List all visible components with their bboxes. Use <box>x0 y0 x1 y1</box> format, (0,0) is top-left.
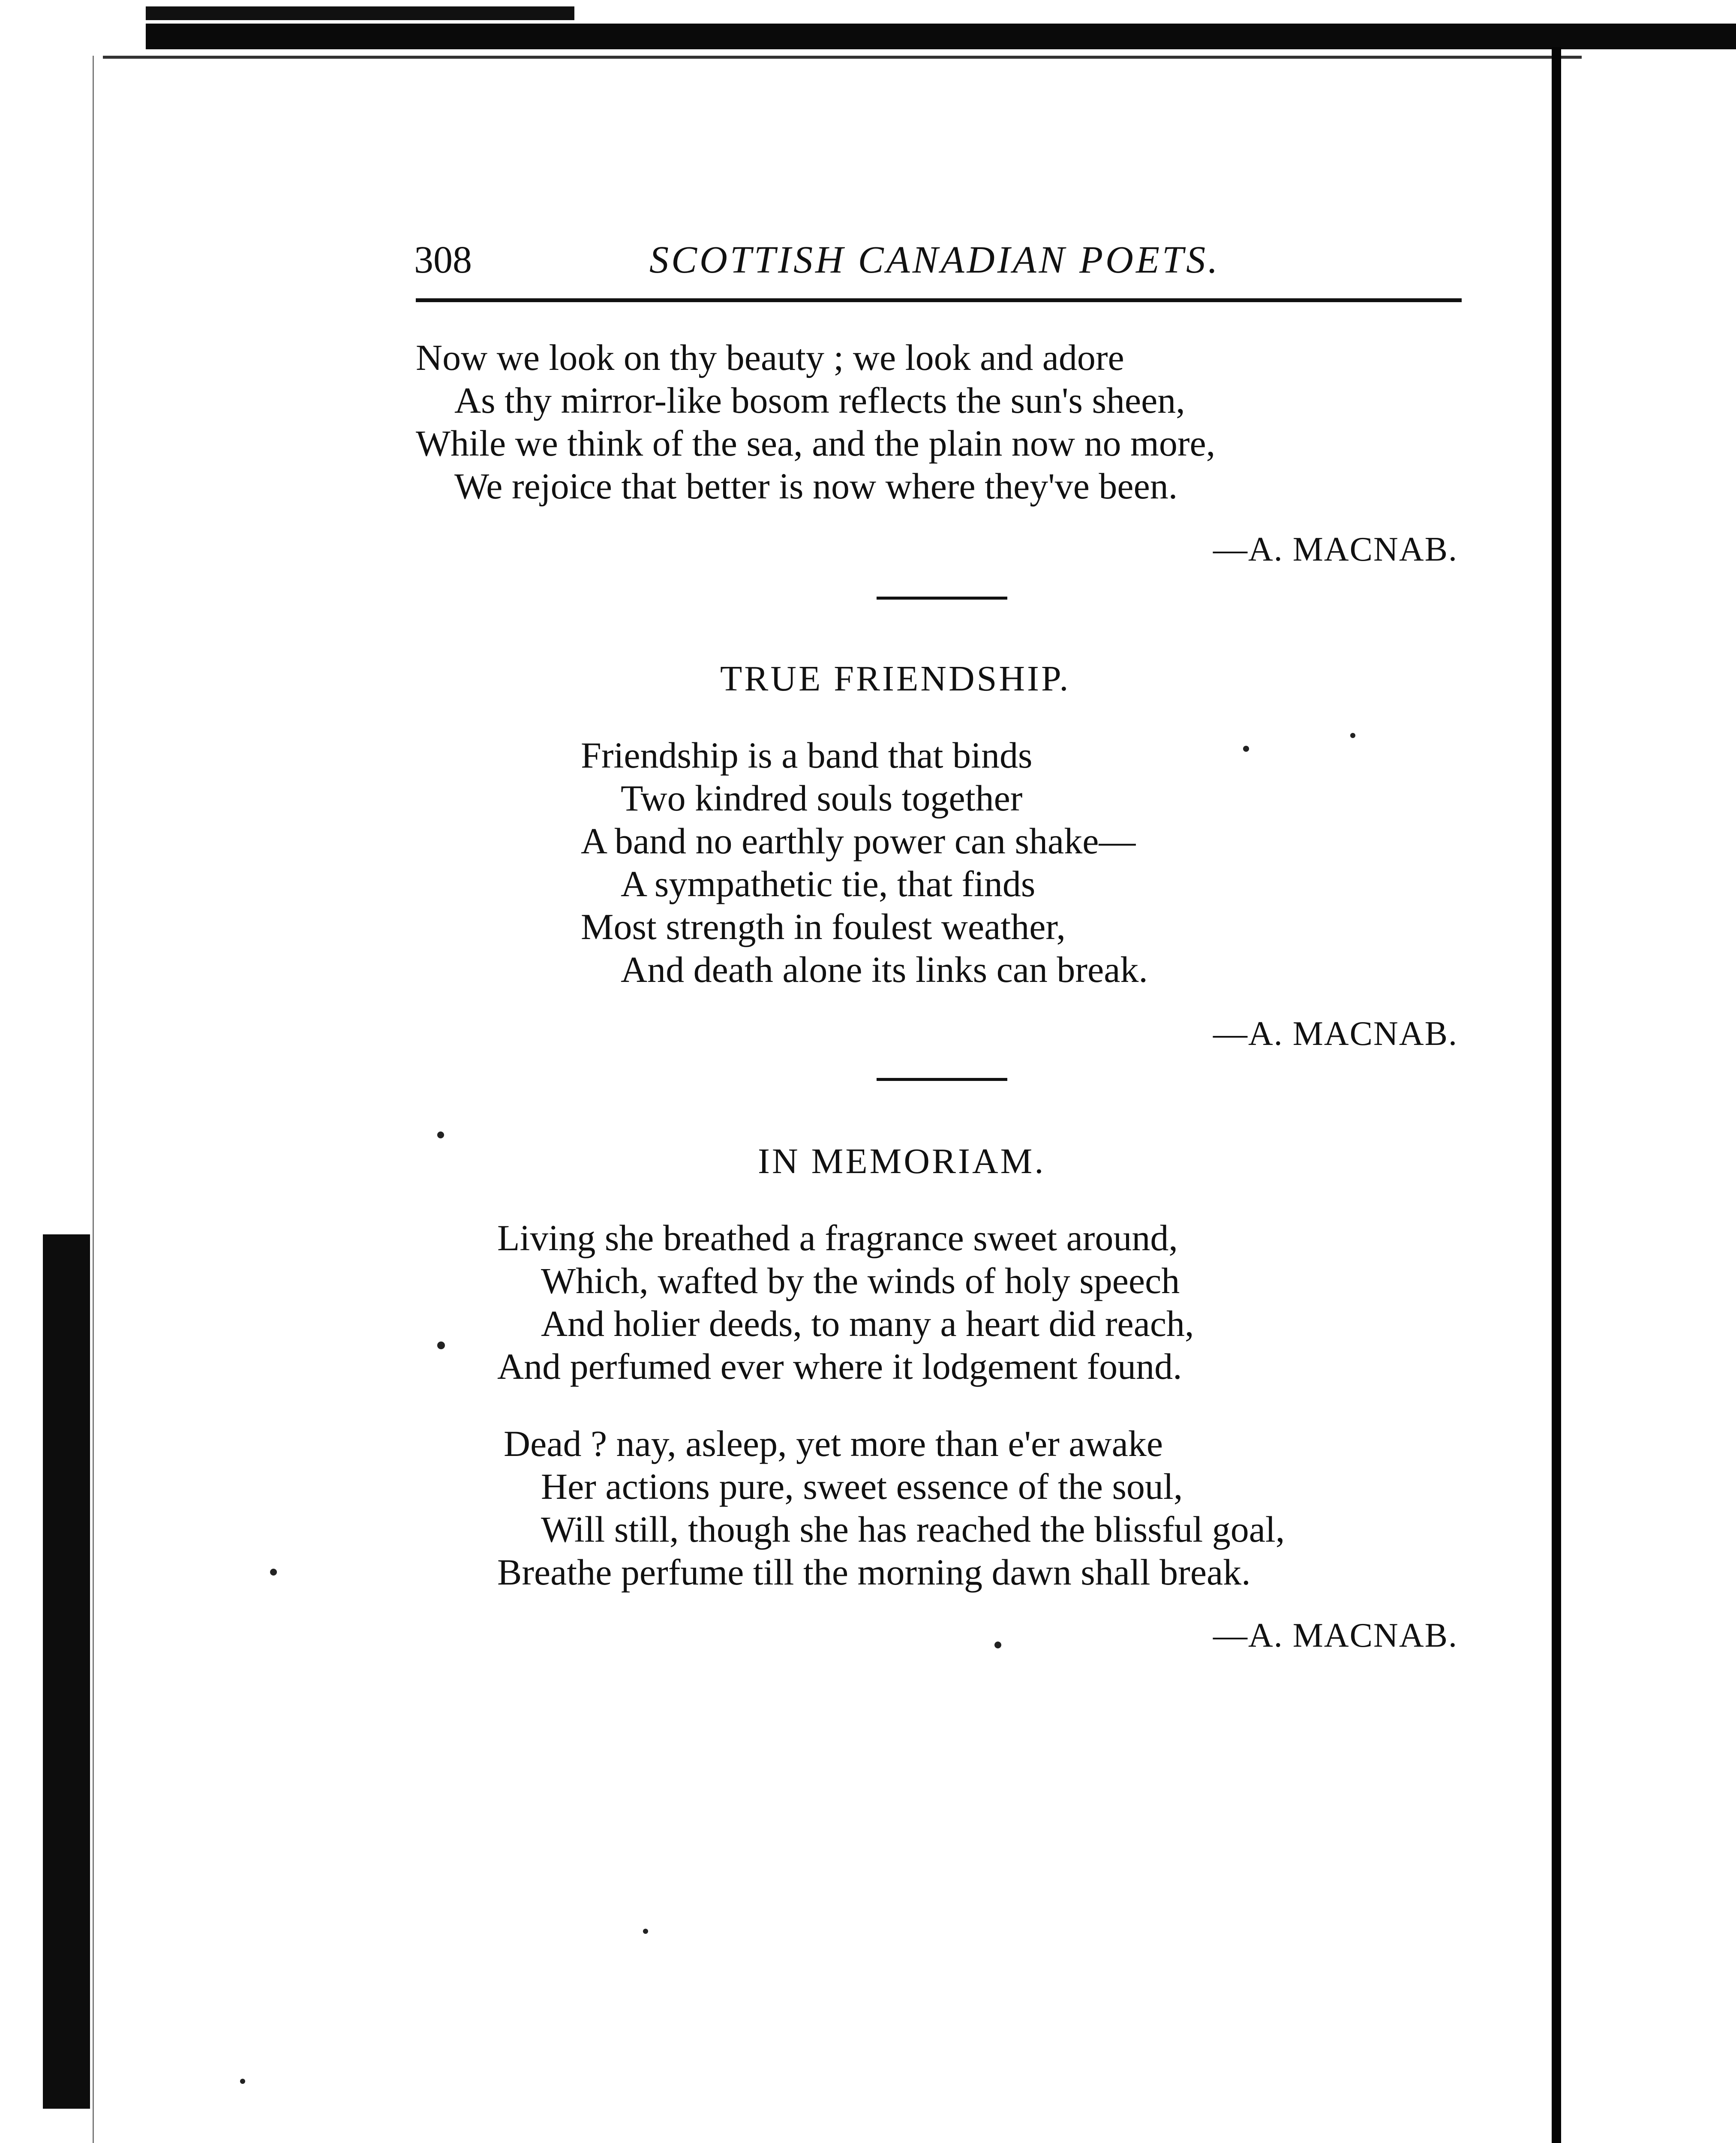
poem-title: TRUE FRIENDSHIP. <box>720 659 1071 699</box>
scan-rule-top <box>103 56 1582 59</box>
speck <box>437 1132 444 1138</box>
scan-edge-right <box>1552 47 1561 2143</box>
poem-attribution: —A. MACNAB. <box>1213 1015 1458 1053</box>
poem-title: IN MEMORIAM. <box>758 1141 1046 1181</box>
poem-line: Dead ? nay, asleep, yet more than e'er awake <box>504 1423 1163 1464</box>
running-title: SCOTTISH CANADIAN POETS. <box>649 239 1220 281</box>
poem-line: Living she breathed a fragrance sweet around, <box>497 1217 1178 1258</box>
poem-line: Now we look on thy beauty ; we look and adore <box>416 337 1124 378</box>
poem-line: Breathe perfume till the morning dawn shall break. <box>497 1552 1251 1593</box>
poem-line: We rejoice that better is now where they've been. <box>454 465 1178 507</box>
page-number: 308 <box>414 239 472 281</box>
scan-edge-left <box>43 1234 90 2109</box>
speck <box>994 1642 1001 1648</box>
poem-line: A band no earthly power can shake— <box>581 820 1136 861</box>
speck <box>1243 746 1249 752</box>
speck <box>270 1569 277 1576</box>
poem-attribution: —A. MACNAB. <box>1213 1617 1458 1654</box>
scan-edge-top-thin <box>146 6 574 20</box>
section-divider <box>877 597 1007 600</box>
speck <box>1350 733 1355 738</box>
scan-line-left <box>93 56 94 2143</box>
scan-edge-top <box>146 24 1736 49</box>
poem-line: Most strength in foulest weather, <box>581 906 1066 947</box>
poem-line: And death alone its links can break. <box>621 949 1148 990</box>
poem-line: And holier deeds, to many a heart did reach, <box>541 1303 1194 1344</box>
poem-line: A sympathetic tie, that finds <box>621 863 1036 904</box>
speck <box>437 1342 445 1349</box>
poem-line: As thy mirror-like bosom reflects the sun's sheen, <box>454 380 1185 421</box>
poem-line: Two kindred souls together <box>621 777 1023 819</box>
poem-line: Which, wafted by the winds of holy speech <box>541 1260 1180 1301</box>
speck <box>240 2079 245 2084</box>
poem-attribution: —A. MACNAB. <box>1213 531 1458 568</box>
speck <box>643 1929 648 1934</box>
poem-line: While we think of the sea, and the plain now no more, <box>416 423 1216 464</box>
poem-line: Will still, though she has reached the blissful goal, <box>541 1509 1285 1550</box>
section-divider <box>877 1078 1007 1081</box>
poem-line: Her actions pure, sweet essence of the soul, <box>541 1466 1183 1507</box>
poem-line: Friendship is a band that binds <box>581 735 1033 776</box>
header-rule <box>416 298 1462 302</box>
poem-line: And perfumed ever where it lodgement found. <box>497 1346 1182 1387</box>
